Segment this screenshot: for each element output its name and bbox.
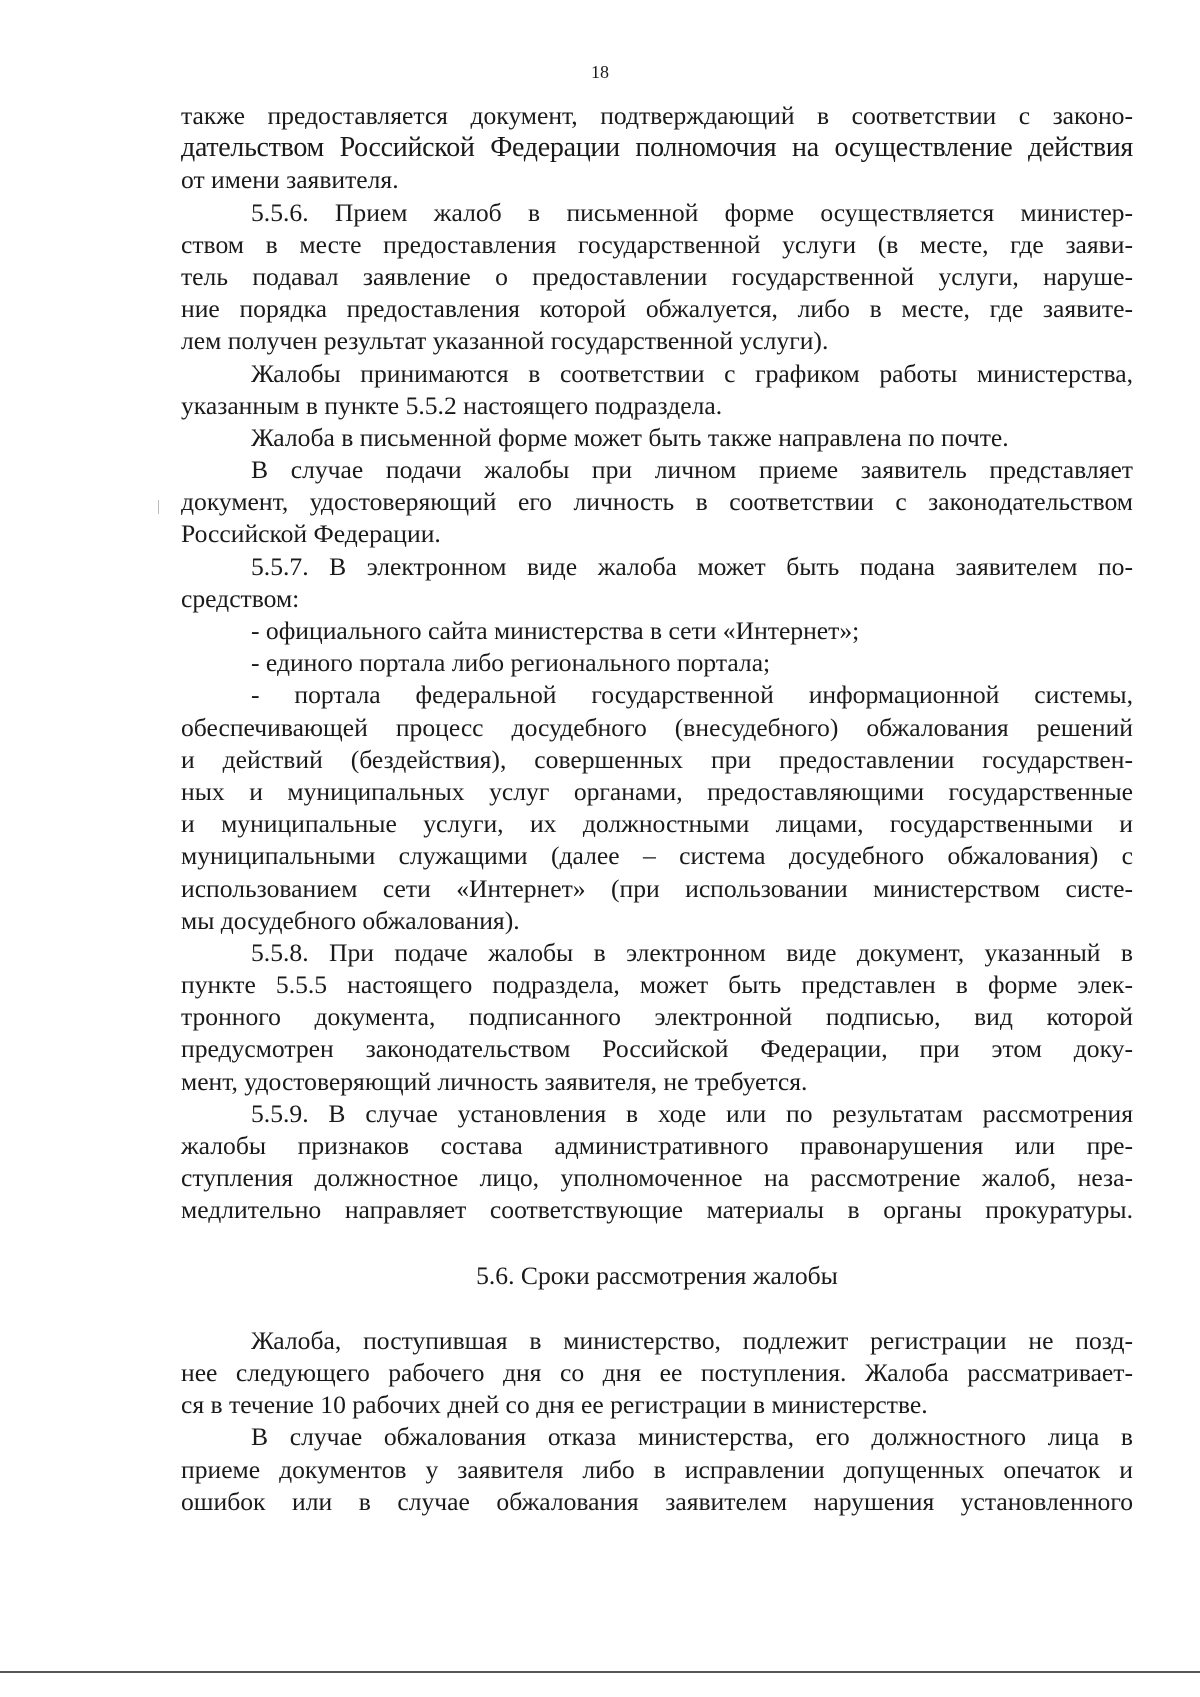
text-line: - единого портала либо регионального портала; xyxy=(251,648,771,678)
text-line: мы досудебного обжалования). xyxy=(181,905,520,935)
text-line: средством: xyxy=(181,583,300,613)
text-line: В случае обжалования отказа министерства, его должностного лица в xyxy=(251,1422,1133,1452)
text-line: от имени заявителя. xyxy=(181,165,399,195)
text-line: ных и муниципальных услуг органами, предоставляющими государственные xyxy=(181,776,1133,806)
text-line: жалобы признаков состава административного правонарушения или пре- xyxy=(181,1131,1133,1160)
text-line: лем получен результат указанной государственной услуги). xyxy=(181,326,829,356)
text-line: приеме документов у заявителя либо в исправлении допущенных опечаток и xyxy=(181,1454,1133,1484)
text-line: ние порядка предоставления которой обжалуется, либо в месте, где заявите- xyxy=(181,294,1133,324)
text-line: тронного документа, подписанного электронной подписью, вид которой xyxy=(181,1002,1133,1032)
text-line: В случае подачи жалобы при личном приеме заявитель представляет xyxy=(251,455,1133,485)
text-line: также предоставляется документ, подтверждающий в соответствии с законо- xyxy=(181,101,1133,130)
text-line: предусмотрен законодательством Российской Федерации, при этом доку- xyxy=(181,1034,1133,1064)
text-line: документ, удостоверяющий его личность в соответствии с законодательством xyxy=(181,487,1133,517)
text-line: 5.5.9. В случае установления в ходе или по результатам рассмотрения xyxy=(251,1098,1133,1128)
text-line: мент, удостоверяющий личность заявителя, не требуется. xyxy=(181,1066,808,1096)
text-line: Жалоба, поступившая в министерство, подлежит регистрации не позд- xyxy=(251,1325,1133,1355)
text-line: 5.5.8. При подаче жалобы в электронном виде документ, указанный в xyxy=(251,937,1133,967)
text-line: ступления должностное лицо, уполномоченное на рассмотрение жалоб, неза- xyxy=(181,1163,1133,1193)
section-gap xyxy=(181,1227,1133,1260)
scan-margin-mark xyxy=(158,500,159,514)
text-line: 5.5.7. В электронном виде жалоба может быть подана заявителем по- xyxy=(251,551,1133,581)
text-line: дательством Российской Федерации полномочия на осуществление действия xyxy=(181,132,1133,164)
text-line: медлительно направляет соответствующие материалы в органы прокуратуры. xyxy=(181,1195,1133,1225)
text-line: и муниципальные услуги, их должностными лицами, государственными и xyxy=(181,809,1133,839)
text-line: - портала федеральной государственной информационной системы, xyxy=(251,680,1133,710)
text-line: Жалоба в письменной форме может быть также направлена по почте. xyxy=(251,422,1009,452)
text-line: ством в месте предоставления государственной услуги (в месте, где заяви- xyxy=(181,229,1133,259)
page-number: 18 xyxy=(591,62,609,82)
text-line: использованием сети «Интернет» (при использовании министерством систе- xyxy=(181,873,1133,903)
section-heading: 5.6. Сроки рассмотрения жалобы xyxy=(476,1260,838,1290)
text-line: указанным в пункте 5.5.2 настоящего подраздела. xyxy=(181,390,723,420)
text-line: 5.5.6. Прием жалоб в письменной форме осуществляется министер- xyxy=(251,197,1133,227)
text-line: Российской Федерации. xyxy=(181,519,441,549)
text-line: ошибок или в случае обжалования заявителем нарушения установленного xyxy=(181,1486,1133,1516)
text-line: муниципальными служащими (далее – система досудебного обжалования) с xyxy=(181,841,1133,871)
text-line: и действий (бездействия), совершенных при предоставлении государствен- xyxy=(181,744,1133,774)
page-bottom-rule xyxy=(0,1671,1200,1673)
text-line: - официального сайта министерства в сети «Интернет»; xyxy=(251,616,860,645)
text-line: ся в течение 10 рабочих дней со дня ее регистрации в министерстве. xyxy=(181,1390,928,1420)
text-line: тель подавал заявление о предоставлении государственной услуги, наруше- xyxy=(181,261,1133,291)
text-line: пункте 5.5.5 настоящего подраздела, может быть представлен в форме элек- xyxy=(181,970,1133,1000)
section-gap xyxy=(181,1292,1133,1325)
document-body xyxy=(181,100,1133,1518)
text-line: обеспечивающей процесс досудебного (внесудебного) обжалования решений xyxy=(181,712,1133,742)
text-line: Жалобы принимаются в соответствии с графиком работы министерства, xyxy=(251,358,1133,388)
text-line: нее следующего рабочего дня со дня ее поступления. Жалоба рассматривает- xyxy=(181,1357,1133,1387)
